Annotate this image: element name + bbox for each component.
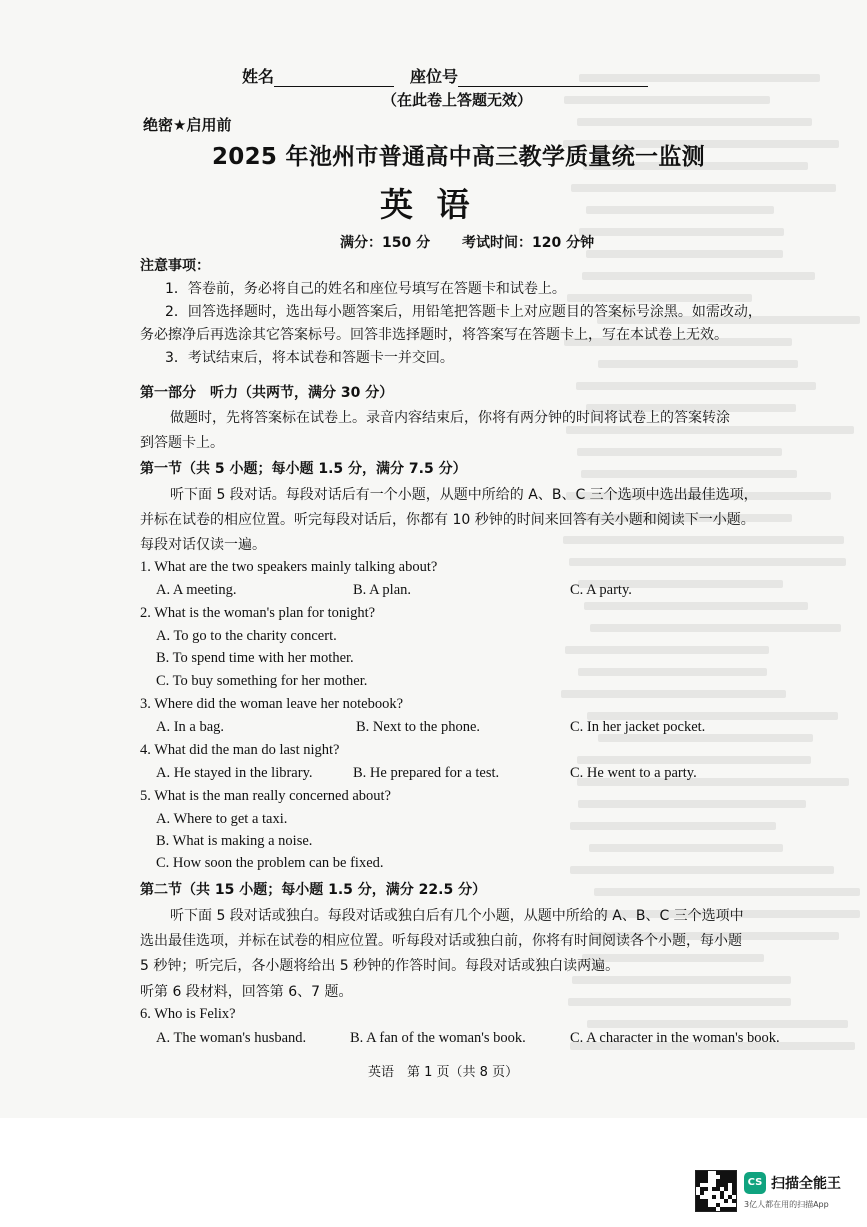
option-3a: A. In a bag. — [156, 719, 225, 735]
bleed-line — [566, 426, 854, 434]
app-name: 扫描全能王 — [771, 1176, 841, 1192]
qr-cell — [700, 1191, 704, 1195]
bleed-line — [590, 624, 841, 632]
bleed-line — [571, 184, 836, 192]
material-instruction: 听第 6 段材料，回答第 6、7 题。 — [140, 984, 353, 1000]
bleed-line — [570, 822, 776, 830]
section2-desc: 听下面 5 段对话或独白。每段对话或独白后有几个小题，从题中所给的 A、B、C 三个选项中 — [170, 908, 744, 924]
instruction-item: 2．回答选择题时，选出每小题答案后，用铅笔把答题卡上对应题目的答案标号涂黑。如需改动， — [165, 304, 762, 320]
section1-title: 第一节（共 5 小题；每小题 1.5 分，满分 7.5 分） — [140, 461, 467, 477]
qr-cell — [704, 1187, 708, 1191]
answer-invalid-note: （在此卷上答题无效） — [382, 91, 533, 109]
name-blank — [274, 70, 394, 87]
option-3c: C. In her jacket pocket. — [570, 719, 706, 735]
option-1c: C. A party. — [570, 582, 632, 598]
question-1: 1. What are the two speakers mainly talking about? — [140, 559, 438, 575]
bleed-line — [587, 1020, 848, 1028]
bleed-line — [582, 272, 815, 280]
bleed-line — [577, 756, 811, 764]
section2-title: 第二节（共 15 小题；每小题 1.5 分，满分 22.5 分） — [140, 882, 487, 898]
option-1b: B. A plan. — [353, 582, 412, 598]
option-5a: A. Where to get a taxi. — [156, 811, 288, 827]
instruction-item: 3．考试结束后，将本试卷和答题卡一并交回。 — [165, 350, 454, 366]
question-4: 4. What did the man do last night? — [140, 742, 340, 758]
option-5c: C. How soon the problem can be fixed. — [156, 855, 384, 871]
option-1a: A. A meeting. — [156, 582, 237, 598]
option-5b: B. What is making a noise. — [156, 833, 313, 849]
name-field — [242, 64, 394, 87]
option-6a: A. The woman's husband. — [156, 1030, 307, 1046]
question-5: 5. What is the man really concerned about? — [140, 788, 391, 804]
part1-desc: 做题时，先将答案标在试卷上。录音内容结束后，你将有两分钟的时间将试卷上的答案转涂 — [170, 410, 730, 426]
bleed-line — [577, 118, 812, 126]
section2-desc: 5 秒钟；听完后，各小题将给出 5 秒钟的作答时间。每段对话或独白读两遍。 — [140, 958, 620, 974]
option-6b: B. A fan of the woman's book. — [350, 1030, 526, 1046]
option-3b: B. Next to the phone. — [356, 719, 481, 735]
bleed-line — [564, 96, 770, 104]
qr-cell — [704, 1179, 708, 1183]
option-4b: B. He prepared for a test. — [353, 765, 500, 781]
bleed-line — [584, 602, 808, 610]
bleed-line — [578, 800, 806, 808]
seat-field — [410, 64, 648, 87]
bleed-line — [594, 888, 860, 896]
bleed-line — [579, 228, 784, 236]
option-2b: B. To spend time with her mother. — [156, 650, 354, 666]
bleed-line — [576, 382, 816, 390]
bleed-line — [578, 668, 767, 676]
bleed-line — [598, 360, 798, 368]
page-number: 英语 第 1 页（共 8 页） — [368, 1065, 519, 1080]
bleed-line — [586, 206, 774, 214]
exam-title: 2025 年池州市普通高中高三教学质量统一监测 — [212, 144, 705, 170]
exam-time: 考试时间：120 分钟 — [462, 235, 595, 251]
section2-desc: 选出最佳选项，并标在试卷的相应位置。听每段对话或独白前，你将有时间阅读各个小题，每小题 — [140, 933, 742, 949]
seat-blank — [458, 70, 648, 87]
bleed-line — [563, 536, 844, 544]
qr-cell — [712, 1207, 716, 1211]
bleed-line — [581, 470, 797, 478]
option-4c: C. He went to a party. — [570, 765, 697, 781]
bleed-line — [568, 998, 791, 1006]
instruction-item: 1．答卷前，务必将自己的姓名和座位号填写在答题卡和试卷上。 — [165, 281, 566, 297]
part1-title: 第一部分 听力（共两节，满分 30 分） — [140, 385, 394, 401]
qr-code-icon — [695, 1170, 737, 1212]
option-2c: C. To buy something for her mother. — [156, 673, 368, 689]
bleed-line — [569, 558, 846, 566]
section1-desc: 每段对话仅读一遍。 — [140, 537, 266, 553]
question-3: 3. Where did the woman leave her notebook? — [140, 696, 404, 712]
qr-cell — [732, 1191, 736, 1195]
qr-cell — [732, 1199, 736, 1203]
bleed-line — [586, 250, 783, 258]
subject-title: 英 语 — [380, 185, 476, 224]
section1-desc: 听下面 5 段对话。每段对话后有一个小题，从题中所给的 A、B、C 三个选项中选出最佳选项， — [170, 487, 758, 503]
seat-label: 座位号 — [410, 67, 459, 86]
bleed-line — [570, 866, 834, 874]
option-6c: C. A character in the woman's book. — [570, 1030, 780, 1046]
question-6: 6. Who is Felix? — [140, 1006, 236, 1022]
secret-mark: 绝密★启用前 — [143, 116, 232, 134]
qr-cell — [724, 1187, 728, 1191]
option-4a: A. He stayed in the library. — [156, 765, 313, 781]
qr-cell — [724, 1199, 728, 1203]
bleed-line — [577, 448, 782, 456]
app-tagline: 3亿人都在用的扫描App — [744, 1200, 829, 1209]
option-2a: A. To go to the charity concert. — [156, 628, 337, 644]
qr-cell — [732, 1207, 736, 1211]
part1-desc: 到答题卡上。 — [140, 435, 224, 451]
instructions-title: 注意事项： — [140, 258, 210, 274]
name-label: 姓名 — [242, 67, 275, 86]
full-score: 满分：150 分 — [340, 235, 431, 251]
bleed-line — [565, 646, 769, 654]
section1-desc: 并标在试卷的相应位置。听完每段对话后，你都有 10 秒钟的时间来回答有关小题和阅读下一小题。 — [140, 512, 755, 528]
question-2: 2. What is the woman's plan for tonight? — [140, 605, 376, 621]
bleed-line — [572, 976, 791, 984]
bleed-line — [561, 690, 786, 698]
qr-cell — [712, 1195, 716, 1199]
bleed-line — [589, 844, 783, 852]
camscanner-logo-icon: CS — [744, 1172, 766, 1194]
instruction-item: 务必擦净后再选涂其它答案标号。回答非选择题时，将答案写在答题卡上，写在本试卷上无效。 — [140, 327, 728, 343]
